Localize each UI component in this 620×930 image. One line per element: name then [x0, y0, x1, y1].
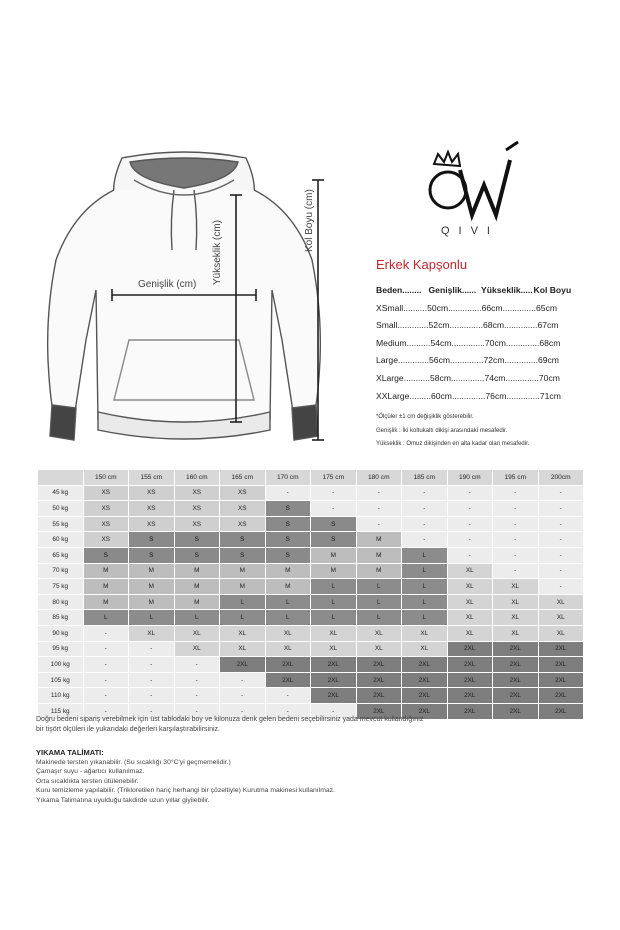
grid-size-cell: - — [83, 657, 129, 673]
grid-size-cell: XL — [311, 641, 357, 657]
grid-size-cell: M — [356, 563, 402, 579]
grid-size-cell: - — [220, 688, 266, 704]
grid-size-cell: L — [311, 594, 357, 610]
grid-size-cell: M — [220, 563, 266, 579]
grid-size-cell: XS — [220, 501, 266, 517]
grid-size-cell: - — [220, 672, 266, 688]
size-row — [376, 352, 586, 370]
grid-size-cell: - — [356, 485, 402, 501]
size-cell: Medium.......... — [376, 337, 431, 348]
grid-size-cell: 2XL — [447, 672, 493, 688]
grid-row — [38, 610, 584, 626]
grid-size-cell: 2XL — [538, 641, 584, 657]
grid-size-cell: S — [220, 547, 266, 563]
grid-size-cell: L — [402, 547, 448, 563]
grid-size-cell: - — [447, 485, 493, 501]
grid-size-cell: - — [538, 547, 584, 563]
grid-height-header: 155 cm — [129, 470, 175, 486]
washing-instructions — [36, 747, 576, 805]
grid-size-cell: 2XL — [493, 688, 539, 704]
grid-size-cell: - — [311, 703, 357, 719]
grid-size-cell: - — [129, 672, 175, 688]
grid-size-cell: L — [265, 610, 311, 626]
grid-size-cell: 2XL — [356, 657, 402, 673]
grid-size-cell: S — [265, 532, 311, 548]
grid-size-cell: XL — [356, 625, 402, 641]
grid-size-cell: 2XL — [538, 672, 584, 688]
grid-size-cell: 2XL — [447, 703, 493, 719]
grid-weight-cell: 55 kg — [38, 516, 84, 532]
intro-line: bir tişört ölçüleri ile yukarıdaki değerleri karşılaştırabilirsiniz. — [36, 726, 221, 733]
size-cell: 66cm.............. — [481, 302, 537, 313]
header-cell: Beden........ — [376, 285, 422, 295]
hoodie-diagram — [34, 150, 334, 450]
grid-row — [38, 688, 584, 704]
grid-size-cell: - — [402, 485, 448, 501]
note-line: *Ölçüler ±1 cm değişiklik gösterebilir. — [376, 414, 474, 420]
grid-size-cell: - — [356, 501, 402, 517]
grid-weight-cell: 100 kg — [38, 657, 84, 673]
grid-size-cell: L — [356, 594, 402, 610]
size-cell: XXLarge......... — [376, 390, 431, 401]
grid-height-header: 195 cm — [493, 470, 539, 486]
grid-size-cell: - — [265, 703, 311, 719]
grid-size-cell: M — [83, 563, 129, 579]
grid-size-cell: XL — [493, 579, 539, 595]
grid-size-cell: - — [129, 657, 175, 673]
grid-row — [38, 641, 584, 657]
grid-height-header: 165 cm — [220, 470, 266, 486]
note-line: Yükseklik : Omuz dikişinden en alta kadar olan mesafedir. — [376, 441, 530, 447]
grid-size-cell: M — [311, 563, 357, 579]
grid-size-cell: 2XL — [311, 688, 357, 704]
grid-row — [38, 532, 584, 548]
grid-size-cell: 2XL — [356, 688, 402, 704]
grid-size-cell: 2XL — [493, 703, 539, 719]
grid-size-cell: XS — [83, 532, 129, 548]
grid-row — [38, 516, 584, 532]
grid-size-cell: - — [356, 516, 402, 532]
grid-size-cell: - — [83, 625, 129, 641]
size-cell: 50cm.............. — [427, 302, 482, 313]
grid-size-cell: L — [402, 594, 448, 610]
grid-size-cell: M — [174, 563, 220, 579]
grid-weight-cell: 115 kg — [38, 703, 84, 719]
grid-size-cell: - — [265, 485, 311, 501]
grid-size-cell: 2XL — [311, 672, 357, 688]
grid-height-header: 185 cm — [402, 470, 448, 486]
grid-row — [38, 625, 584, 641]
grid-size-cell: - — [493, 485, 539, 501]
grid-size-cell: 2XL — [356, 672, 402, 688]
grid-size-cell: 2XL — [402, 703, 448, 719]
grid-size-cell: - — [129, 641, 175, 657]
size-cell: 54cm.............. — [430, 337, 485, 348]
grid-size-cell: XS — [129, 485, 175, 501]
grid-size-cell: 2XL — [402, 657, 448, 673]
grid-weight-cell: 85 kg — [38, 610, 84, 626]
grid-size-cell: XL — [447, 610, 493, 626]
size-row — [376, 300, 586, 318]
grid-size-cell: L — [356, 579, 402, 595]
grid-weight-cell: 105 kg — [38, 672, 84, 688]
grid-size-cell: - — [129, 703, 175, 719]
grid-size-cell: M — [265, 579, 311, 595]
grid-height-header: 190 cm — [447, 470, 493, 486]
size-cell: 70cm — [538, 372, 560, 383]
grid-size-cell: M — [83, 594, 129, 610]
washing-line: Orta sıcaklıkta tersten ütülenebilir. — [36, 777, 139, 785]
grid-size-cell: - — [174, 657, 220, 673]
grid-size-cell: S — [129, 532, 175, 548]
grid-size-cell: - — [83, 641, 129, 657]
size-cell: Small............. — [376, 320, 429, 331]
size-cell: Large............. — [376, 355, 430, 366]
size-table-header — [376, 282, 586, 300]
size-row — [376, 335, 586, 353]
grid-size-cell: - — [538, 516, 584, 532]
grid-size-cell: XL — [129, 625, 175, 641]
grid-size-cell: - — [83, 688, 129, 704]
grid-size-cell: XS — [220, 485, 266, 501]
grid-row — [38, 579, 584, 595]
grid-size-cell: L — [129, 610, 175, 626]
grid-corner — [38, 470, 84, 486]
grid-size-cell: XL — [493, 594, 539, 610]
grid-size-cell: S — [174, 532, 220, 548]
grid-size-cell: XS — [174, 485, 220, 501]
grid-size-cell: XS — [220, 516, 266, 532]
grid-size-cell: - — [174, 688, 220, 704]
grid-size-cell: - — [493, 563, 539, 579]
grid-weight-cell: 65 kg — [38, 547, 84, 563]
grid-size-cell: 2XL — [493, 641, 539, 657]
size-cell: XLarge........... — [376, 372, 430, 383]
grid-size-cell: L — [220, 610, 266, 626]
grid-size-cell: L — [402, 563, 448, 579]
washing-title: YIKAMA TALİMATI: — [36, 748, 104, 757]
grid-weight-cell: 70 kg — [38, 563, 84, 579]
grid-row — [38, 563, 584, 579]
size-table — [376, 282, 586, 405]
brand-name: QIVI — [440, 225, 499, 237]
grid-size-cell: M — [311, 547, 357, 563]
grid-size-cell: XS — [83, 485, 129, 501]
grid-size-cell: XS — [83, 516, 129, 532]
grid-size-cell: L — [311, 610, 357, 626]
grid-size-cell: XL — [174, 625, 220, 641]
grid-size-cell: L — [356, 610, 402, 626]
size-row — [376, 388, 586, 406]
grid-size-cell: - — [447, 516, 493, 532]
grid-size-cell: 2XL — [493, 672, 539, 688]
grid-size-cell: M — [174, 594, 220, 610]
grid-size-cell: XL — [220, 641, 266, 657]
grid-size-cell: - — [311, 485, 357, 501]
grid-size-cell: S — [311, 532, 357, 548]
washing-line: Çamaşır suyu - ağartıcı kullanılmaz. — [36, 768, 145, 776]
grid-size-cell: - — [538, 501, 584, 517]
grid-size-cell: - — [447, 501, 493, 517]
height-label: Yükseklik (cm) — [212, 219, 223, 285]
size-row — [376, 370, 586, 388]
grid-size-cell: XL — [220, 625, 266, 641]
grid-size-cell: L — [220, 594, 266, 610]
header-cell: Genişlik...... — [428, 285, 477, 295]
grid-size-cell: - — [265, 688, 311, 704]
grid-size-cell: L — [265, 594, 311, 610]
size-cell: 56cm.............. — [429, 355, 484, 366]
header-cell: Kol Boyu — [533, 285, 572, 295]
grid-size-cell: - — [220, 703, 266, 719]
grid-size-cell: XL — [402, 625, 448, 641]
grid-size-cell: M — [356, 547, 402, 563]
grid-size-cell: XS — [83, 501, 129, 517]
grid-size-cell: XL — [311, 625, 357, 641]
grid-size-cell: - — [538, 563, 584, 579]
grid-size-cell: XS — [174, 501, 220, 517]
size-notes — [376, 411, 606, 452]
grid-size-cell: - — [538, 579, 584, 595]
size-row — [376, 317, 586, 335]
grid-size-cell: - — [83, 703, 129, 719]
grid-row — [38, 547, 584, 563]
grid-weight-cell: 45 kg — [38, 485, 84, 501]
grid-size-cell: S — [265, 547, 311, 563]
grid-size-cell: L — [83, 610, 129, 626]
grid-size-cell: XL — [538, 594, 584, 610]
grid-size-cell: 2XL — [265, 657, 311, 673]
size-cell: 68cm.............. — [482, 320, 538, 331]
grid-weight-cell: 110 kg — [38, 688, 84, 704]
grid-size-cell: L — [402, 579, 448, 595]
grid-weight-cell: 90 kg — [38, 625, 84, 641]
size-cell: 65cm — [536, 302, 558, 313]
grid-row — [38, 485, 584, 501]
grid-height-header: 175 cm — [311, 470, 357, 486]
grid-size-cell: S — [265, 516, 311, 532]
grid-size-cell: M — [83, 579, 129, 595]
grid-size-cell: XL — [447, 594, 493, 610]
size-cell: 70cm.............. — [484, 337, 540, 348]
washing-line: Yıkama Talimatına uyulduğu takdirde uzun yıllar giyilebilir. — [36, 796, 210, 804]
note-line: Genişlik : İki koltukaltı dikişi arasındaki mesafedir. — [376, 427, 508, 434]
width-label: Genişlik (cm) — [138, 279, 197, 290]
grid-size-cell: XS — [129, 516, 175, 532]
grid-size-cell: XL — [447, 579, 493, 595]
grid-row — [38, 672, 584, 688]
size-cell: 52cm.............. — [428, 320, 483, 331]
grid-size-cell: 2XL — [493, 657, 539, 673]
header-cell: Yükseklik..... — [481, 285, 533, 295]
grid-row — [38, 594, 584, 610]
grid-size-cell: - — [402, 501, 448, 517]
grid-size-cell: M — [220, 579, 266, 595]
grid-size-cell: M — [174, 579, 220, 595]
grid-size-cell: S — [265, 501, 311, 517]
grid-size-cell: 2XL — [538, 688, 584, 704]
grid-size-cell: 2XL — [447, 641, 493, 657]
size-cell: 58cm.............. — [429, 372, 485, 383]
grid-weight-cell: 60 kg — [38, 532, 84, 548]
intro-line: Doğru bedeni sipariş verebilmek için üst tablodaki boy ve kilonuza denk gelen bedeni seçebilirsiniz yada mevcut kullandığınız — [36, 716, 424, 723]
grid-size-cell: 2XL — [220, 657, 266, 673]
grid-size-cell: XL — [538, 610, 584, 626]
size-cell: 67cm — [537, 320, 559, 331]
grid-size-cell: - — [174, 672, 220, 688]
grid-size-cell: - — [402, 532, 448, 548]
grid-height-header: 160 cm — [174, 470, 220, 486]
grid-size-cell: XL — [538, 625, 584, 641]
grid-size-cell: - — [311, 501, 357, 517]
grid-size-cell: 2XL — [356, 703, 402, 719]
grid-weight-cell: 95 kg — [38, 641, 84, 657]
grid-row — [38, 657, 584, 673]
grid-size-cell: 2XL — [538, 703, 584, 719]
grid-size-cell: - — [447, 547, 493, 563]
fit-grid — [37, 469, 584, 720]
intro-text — [36, 715, 576, 735]
grid-weight-cell: 80 kg — [38, 594, 84, 610]
grid-height-header: 170 cm — [265, 470, 311, 486]
grid-size-cell: - — [83, 672, 129, 688]
grid-size-cell: S — [129, 547, 175, 563]
grid-size-cell: 2XL — [265, 672, 311, 688]
grid-header-row — [38, 470, 584, 486]
grid-size-cell: XL — [447, 625, 493, 641]
size-table-title: Erkek Kapşonlu — [376, 257, 468, 272]
grid-size-cell: M — [265, 563, 311, 579]
grid-size-cell: - — [129, 688, 175, 704]
grid-row — [38, 501, 584, 517]
size-cell: 76cm.............. — [485, 390, 540, 401]
grid-size-cell: M — [129, 579, 175, 595]
grid-size-cell: - — [493, 547, 539, 563]
size-cell: 69cm — [537, 355, 559, 366]
grid-size-cell: L — [174, 610, 220, 626]
size-cell: 60cm.............. — [430, 390, 486, 401]
grid-size-cell: 2XL — [447, 688, 493, 704]
grid-size-cell: 2XL — [538, 657, 584, 673]
grid-size-cell: - — [402, 516, 448, 532]
grid-size-cell: XL — [356, 641, 402, 657]
grid-size-cell: XL — [493, 625, 539, 641]
grid-size-cell: S — [220, 532, 266, 548]
grid-size-cell: - — [538, 532, 584, 548]
grid-size-cell: - — [538, 485, 584, 501]
grid-size-cell: - — [174, 703, 220, 719]
grid-size-cell: M — [129, 594, 175, 610]
size-cell: 74cm.............. — [484, 372, 539, 383]
size-cell: XSmall.......... — [376, 302, 428, 313]
washing-line: Makinede tersten yıkanabilir. (Su sıcaklığı 30°C'yi geçmemelidir.) — [36, 759, 231, 766]
grid-height-header: 200cm — [538, 470, 584, 486]
grid-size-cell: - — [493, 532, 539, 548]
grid-size-cell: XL — [493, 610, 539, 626]
grid-size-cell: 2XL — [402, 688, 448, 704]
sleeve-label: Kol Boyu (cm) — [304, 189, 315, 252]
grid-size-cell: S — [174, 547, 220, 563]
grid-size-cell: 2XL — [447, 657, 493, 673]
grid-size-cell: XL — [174, 641, 220, 657]
grid-height-header: 150 cm — [83, 470, 129, 486]
size-cell: 71cm — [539, 390, 561, 401]
grid-height-header: 180 cm — [356, 470, 402, 486]
grid-size-cell: S — [311, 516, 357, 532]
grid-size-cell: S — [83, 547, 129, 563]
grid-size-cell: XL — [265, 641, 311, 657]
grid-size-cell: M — [356, 532, 402, 548]
grid-size-cell: - — [447, 532, 493, 548]
grid-size-cell: L — [311, 579, 357, 595]
grid-size-cell: 2XL — [311, 657, 357, 673]
grid-size-cell: - — [493, 516, 539, 532]
grid-weight-cell: 75 kg — [38, 579, 84, 595]
grid-size-cell: XL — [265, 625, 311, 641]
grid-size-cell: XS — [129, 501, 175, 517]
size-cell: 72cm.............. — [483, 355, 538, 366]
grid-size-cell: L — [402, 610, 448, 626]
grid-size-cell: XS — [174, 516, 220, 532]
grid-size-cell: XL — [402, 641, 448, 657]
grid-size-cell: XL — [447, 563, 493, 579]
grid-size-cell: - — [493, 501, 539, 517]
grid-weight-cell: 50 kg — [38, 501, 84, 517]
washing-line: Kuru temizleme yapılabilir. (Trikloretilen hariç herhangi bir çözeltiyle) Kurutma makinesi kullanılmaz. — [36, 787, 335, 795]
size-cell: 68cm — [539, 337, 561, 348]
grid-size-cell: M — [129, 563, 175, 579]
grid-size-cell: 2XL — [402, 672, 448, 688]
